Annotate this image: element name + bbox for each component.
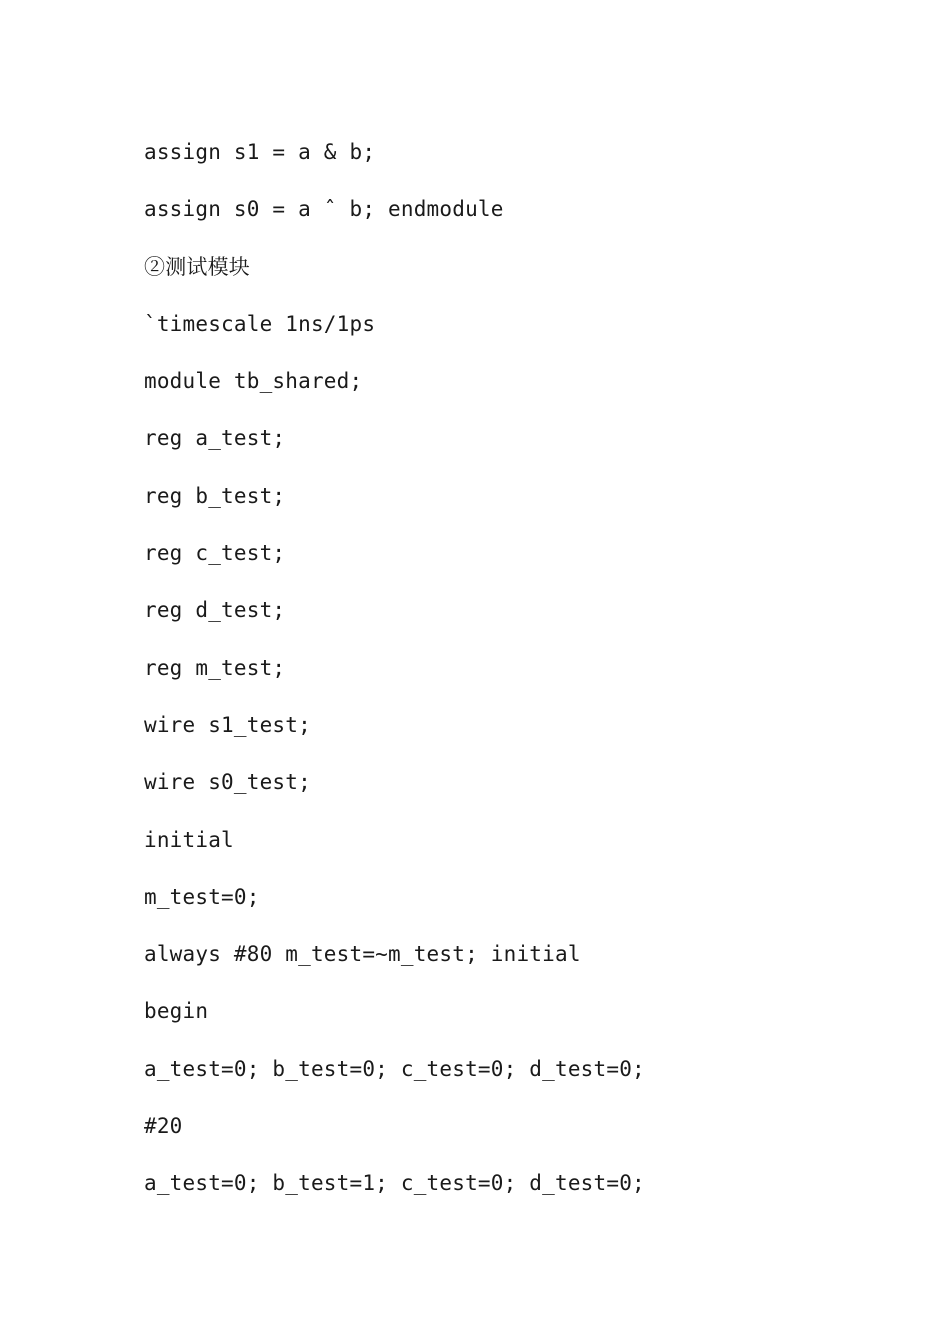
code-line: assign s0 = a ˆ b; endmodule [144,197,504,222]
code-line: m_test=0; [144,884,260,909]
code-line: reg a_test; [144,426,286,451]
code-line: always #80 m_test=~m_test; initial [144,942,581,967]
code-line: reg c_test; [144,541,286,566]
code-line: initial [144,827,234,852]
code-line: reg d_test; [144,598,286,623]
section-heading: ②测试模块 [144,254,250,279]
code-line: wire s0_test; [144,770,311,795]
code-line: #20 [144,1114,183,1139]
code-line: assign s1 = a & b; [144,140,376,164]
code-line: a_test=0; b_test=1; c_test=0; d_test=0; [144,1171,645,1196]
code-line: `timescale 1ns/1ps [144,311,376,336]
code-line: begin [144,999,209,1024]
code-listing [144,134,645,1223]
code-line: reg m_test; [144,655,286,680]
code-line: a_test=0; b_test=0; c_test=0; d_test=0; [144,1056,645,1081]
code-line: reg b_test; [144,483,286,508]
code-line: wire s1_test; [144,712,311,737]
code-line: module tb_shared; [144,369,363,394]
